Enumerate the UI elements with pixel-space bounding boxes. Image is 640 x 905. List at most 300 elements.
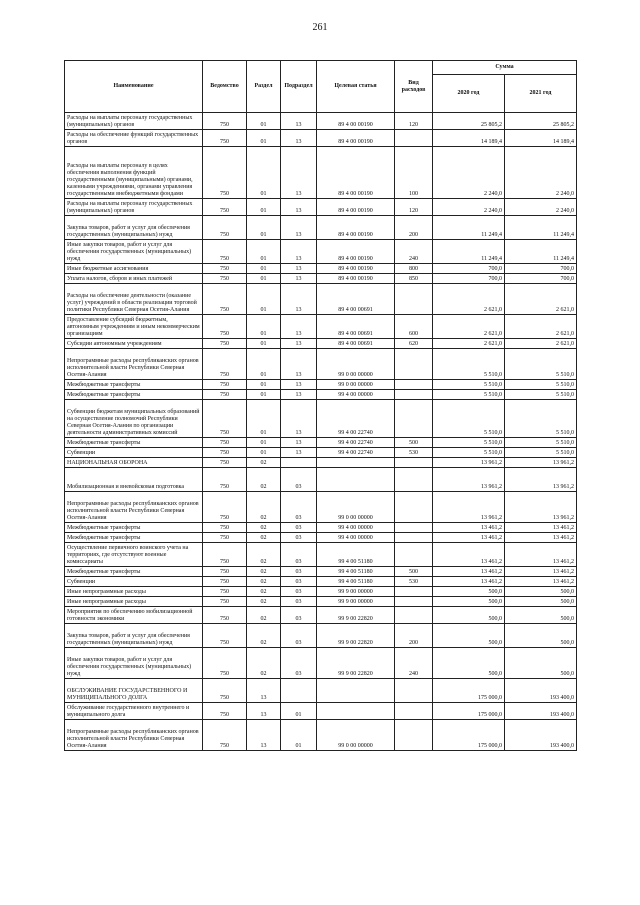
row-expense-type-cell: [395, 390, 433, 400]
row-name-cell: Непрограммные расходы республиканских органов исполнительной власти Республики Северная Осетия-Алания: [65, 720, 203, 751]
row-2021-amount-cell: 11 249,4: [505, 216, 577, 240]
row-department-cell: 750: [203, 607, 247, 624]
row-name-cell: Расходы на выплаты персоналу в целях обеспечения выполнения функций государственными (муниципальными) органами, казенными учреждениями, органами управления государственными внебюджетными фондами: [65, 147, 203, 199]
row-2021-amount-cell: 5 510,0: [505, 349, 577, 380]
row-2021-amount-cell: 193 400,0: [505, 720, 577, 751]
row-name-cell: Расходы на обеспечение деятельности (оказание услуг) учреждений в области реализации торговой политики Республики Северная Осетия-Алания: [65, 284, 203, 315]
table-row: [65, 468, 577, 492]
row-target-article-cell: 99 4 00 00000: [317, 523, 395, 533]
row-2020-amount-cell: 500,0: [433, 597, 505, 607]
row-target-article-cell: 99 0 00 00000: [317, 380, 395, 390]
row-target-article-cell: [317, 703, 395, 720]
header-target-article: Целевая статья: [317, 61, 395, 113]
row-department-cell: 750: [203, 274, 247, 284]
row-2021-amount-cell: 500,0: [505, 587, 577, 597]
row-expense-type-cell: 600: [395, 315, 433, 339]
row-department-cell: 750: [203, 438, 247, 448]
row-subsection-cell: 13: [281, 315, 317, 339]
table-row: [65, 597, 577, 607]
row-target-article-cell: 89 4 00 00691: [317, 284, 395, 315]
row-subsection-cell: 13: [281, 264, 317, 274]
row-section-cell: 02: [247, 543, 281, 567]
table-row: [65, 400, 577, 438]
row-subsection-cell: 13: [281, 349, 317, 380]
row-section-cell: 01: [247, 448, 281, 458]
row-expense-type-cell: 200: [395, 216, 433, 240]
row-name-cell: Обслуживание государственного внутреннего и муниципального долга: [65, 703, 203, 720]
row-subsection-cell: 13: [281, 438, 317, 448]
row-department-cell: 750: [203, 130, 247, 147]
row-department-cell: 750: [203, 315, 247, 339]
row-name-cell: Иные закупки товаров, работ и услуг для обеспечения государственных (муниципальных) нужд: [65, 648, 203, 679]
row-2020-amount-cell: 13 461,2: [433, 543, 505, 567]
row-subsection-cell: 03: [281, 523, 317, 533]
row-2021-amount-cell: 13 961,2: [505, 492, 577, 523]
row-name-cell: Межбюджетные трансферты: [65, 390, 203, 400]
row-department-cell: 750: [203, 264, 247, 274]
row-target-article-cell: 99 9 00 00000: [317, 597, 395, 607]
header-section: Раздел: [247, 61, 281, 113]
row-department-cell: 750: [203, 240, 247, 264]
row-section-cell: 02: [247, 624, 281, 648]
row-expense-type-cell: [395, 349, 433, 380]
row-subsection-cell: 13: [281, 390, 317, 400]
row-expense-type-cell: [395, 587, 433, 597]
row-expense-type-cell: [395, 284, 433, 315]
row-target-article-cell: 99 0 00 00000: [317, 720, 395, 751]
row-name-cell: Мобилизационная и вневойсковая подготовка: [65, 468, 203, 492]
row-2021-amount-cell: 13 461,2: [505, 577, 577, 587]
row-target-article-cell: 89 4 00 00190: [317, 147, 395, 199]
row-2021-amount-cell: 700,0: [505, 264, 577, 274]
row-department-cell: 750: [203, 458, 247, 468]
row-expense-type-cell: 850: [395, 274, 433, 284]
row-name-cell: Иные бюджетные ассигнования: [65, 264, 203, 274]
row-subsection-cell: 03: [281, 533, 317, 543]
row-2020-amount-cell: 11 249,4: [433, 240, 505, 264]
row-subsection-cell: 13: [281, 216, 317, 240]
table-row: [65, 274, 577, 284]
row-section-cell: 01: [247, 113, 281, 130]
row-2021-amount-cell: 500,0: [505, 624, 577, 648]
table-row: [65, 240, 577, 264]
row-expense-type-cell: 800: [395, 264, 433, 274]
row-subsection-cell: 03: [281, 607, 317, 624]
row-name-cell: Субвенции: [65, 577, 203, 587]
table-row: [65, 349, 577, 380]
row-subsection-cell: 03: [281, 468, 317, 492]
row-expense-type-cell: [395, 720, 433, 751]
row-target-article-cell: 99 0 00 00000: [317, 349, 395, 380]
row-name-cell: Иные непрограммные расходы: [65, 597, 203, 607]
row-section-cell: 01: [247, 390, 281, 400]
row-subsection-cell: 13: [281, 339, 317, 349]
header-department: Ведомство: [203, 61, 247, 113]
table-row: [65, 315, 577, 339]
row-target-article-cell: 99 9 00 22820: [317, 607, 395, 624]
row-2021-amount-cell: 11 249,4: [505, 240, 577, 264]
row-2021-amount-cell: 5 510,0: [505, 448, 577, 458]
row-2020-amount-cell: 500,0: [433, 607, 505, 624]
row-name-cell: Предоставление субсидий бюджетным, автономным учреждениям и иным некоммерческим организациям: [65, 315, 203, 339]
row-2021-amount-cell: 25 805,2: [505, 113, 577, 130]
row-section-cell: 01: [247, 130, 281, 147]
row-section-cell: 02: [247, 607, 281, 624]
table-row: [65, 147, 577, 199]
row-target-article-cell: 99 4 00 51180: [317, 577, 395, 587]
row-2021-amount-cell: 2 621,0: [505, 315, 577, 339]
row-2021-amount-cell: 500,0: [505, 607, 577, 624]
row-department-cell: 750: [203, 400, 247, 438]
row-2020-amount-cell: 13 961,2: [433, 468, 505, 492]
row-department-cell: 750: [203, 390, 247, 400]
row-expense-type-cell: [395, 533, 433, 543]
row-expense-type-cell: 530: [395, 577, 433, 587]
row-2021-amount-cell: 700,0: [505, 274, 577, 284]
table-row: [65, 679, 577, 703]
row-section-cell: 01: [247, 274, 281, 284]
table-row: [65, 492, 577, 523]
row-2021-amount-cell: 5 510,0: [505, 438, 577, 448]
row-section-cell: 13: [247, 720, 281, 751]
row-2020-amount-cell: 13 461,2: [433, 567, 505, 577]
row-2021-amount-cell: 5 510,0: [505, 380, 577, 390]
row-expense-type-cell: 200: [395, 624, 433, 648]
row-expense-type-cell: 100: [395, 147, 433, 199]
row-expense-type-cell: 530: [395, 448, 433, 458]
row-subsection-cell: 03: [281, 624, 317, 648]
row-expense-type-cell: [395, 458, 433, 468]
row-name-cell: Межбюджетные трансферты: [65, 380, 203, 390]
row-department-cell: 750: [203, 199, 247, 216]
header-subsection: Подраздел: [281, 61, 317, 113]
row-2020-amount-cell: 175 000,0: [433, 703, 505, 720]
table-row: [65, 703, 577, 720]
table-row: [65, 113, 577, 130]
row-department-cell: 750: [203, 648, 247, 679]
table-row: [65, 458, 577, 468]
row-department-cell: 750: [203, 349, 247, 380]
row-expense-type-cell: [395, 130, 433, 147]
row-expense-type-cell: [395, 543, 433, 567]
row-target-article-cell: [317, 679, 395, 703]
row-target-article-cell: 99 9 00 22820: [317, 624, 395, 648]
row-department-cell: 750: [203, 523, 247, 533]
row-subsection-cell: [281, 679, 317, 703]
row-2020-amount-cell: 500,0: [433, 624, 505, 648]
row-2020-amount-cell: 2 621,0: [433, 315, 505, 339]
row-target-article-cell: [317, 458, 395, 468]
table-row: [65, 533, 577, 543]
row-target-article-cell: 89 4 00 00190: [317, 113, 395, 130]
row-2020-amount-cell: 5 510,0: [433, 400, 505, 438]
row-expense-type-cell: 120: [395, 199, 433, 216]
row-section-cell: 01: [247, 284, 281, 315]
header-year-2021: 2021 год: [505, 75, 577, 113]
row-2021-amount-cell: 13 461,2: [505, 533, 577, 543]
row-subsection-cell: 01: [281, 720, 317, 751]
row-department-cell: 750: [203, 468, 247, 492]
row-target-article-cell: 89 4 00 00190: [317, 216, 395, 240]
row-2020-amount-cell: 5 510,0: [433, 448, 505, 458]
row-2021-amount-cell: 193 400,0: [505, 679, 577, 703]
row-name-cell: ОБСЛУЖИВАНИЕ ГОСУДАРСТВЕННОГО И МУНИЦИПАЛЬНОГО ДОЛГА: [65, 679, 203, 703]
row-2021-amount-cell: 2 240,0: [505, 199, 577, 216]
row-2020-amount-cell: 25 805,2: [433, 113, 505, 130]
table-row: [65, 624, 577, 648]
row-2020-amount-cell: 175 000,0: [433, 679, 505, 703]
row-2021-amount-cell: 500,0: [505, 648, 577, 679]
row-2020-amount-cell: 13 461,2: [433, 523, 505, 533]
row-2020-amount-cell: 175 000,0: [433, 720, 505, 751]
table-row: [65, 720, 577, 751]
row-expense-type-cell: [395, 492, 433, 523]
row-department-cell: 750: [203, 587, 247, 597]
row-target-article-cell: 99 4 00 22740: [317, 448, 395, 458]
table-row: [65, 648, 577, 679]
table-row: [65, 523, 577, 533]
row-expense-type-cell: [395, 400, 433, 438]
row-name-cell: Уплата налогов, сборов и иных платежей: [65, 274, 203, 284]
row-subsection-cell: 03: [281, 587, 317, 597]
row-expense-type-cell: 620: [395, 339, 433, 349]
row-subsection-cell: 13: [281, 130, 317, 147]
row-name-cell: Закупка товаров, работ и услуг для обеспечения государственных (муниципальных) нужд: [65, 624, 203, 648]
row-expense-type-cell: [395, 523, 433, 533]
row-section-cell: 01: [247, 216, 281, 240]
row-department-cell: 750: [203, 492, 247, 523]
row-section-cell: 02: [247, 597, 281, 607]
row-subsection-cell: 03: [281, 648, 317, 679]
table-row: [65, 339, 577, 349]
row-department-cell: 750: [203, 380, 247, 390]
row-department-cell: 750: [203, 448, 247, 458]
table-row: [65, 199, 577, 216]
row-section-cell: 02: [247, 523, 281, 533]
row-2020-amount-cell: 2 240,0: [433, 199, 505, 216]
row-2020-amount-cell: 13 461,2: [433, 533, 505, 543]
header-sum: Сумма: [433, 61, 577, 75]
row-target-article-cell: 89 4 00 00691: [317, 315, 395, 339]
table-row: [65, 216, 577, 240]
row-name-cell: Иные непрограммные расходы: [65, 587, 203, 597]
row-subsection-cell: 13: [281, 284, 317, 315]
row-2021-amount-cell: 13 461,2: [505, 543, 577, 567]
row-department-cell: 750: [203, 284, 247, 315]
row-subsection-cell: 03: [281, 597, 317, 607]
row-2021-amount-cell: 2 621,0: [505, 339, 577, 349]
row-name-cell: Расходы на выплаты персоналу государственных (муниципальных) органов: [65, 113, 203, 130]
header-year-2020: 2020 год: [433, 75, 505, 113]
row-name-cell: Непрограммные расходы республиканских органов исполнительной власти Республики Северная Осетия-Алания: [65, 349, 203, 380]
row-department-cell: 750: [203, 339, 247, 349]
row-expense-type-cell: [395, 468, 433, 492]
row-section-cell: 13: [247, 703, 281, 720]
row-department-cell: 750: [203, 624, 247, 648]
table-row: [65, 577, 577, 587]
row-target-article-cell: 99 4 00 00000: [317, 390, 395, 400]
row-name-cell: Иные закупки товаров, работ и услуг для обеспечения государственных (муниципальных) нужд: [65, 240, 203, 264]
row-2021-amount-cell: 2 240,0: [505, 147, 577, 199]
row-2021-amount-cell: 5 510,0: [505, 400, 577, 438]
row-2021-amount-cell: 5 510,0: [505, 390, 577, 400]
table-body: [65, 113, 577, 751]
row-target-article-cell: 99 4 00 22740: [317, 438, 395, 448]
table-row: [65, 567, 577, 577]
row-expense-type-cell: [395, 679, 433, 703]
row-2021-amount-cell: 13 461,2: [505, 567, 577, 577]
row-name-cell: Субвенции бюджетам муниципальных образований на осуществление полномочий Республики Северная Осетия-Алания по организации деятельности административных комиссий: [65, 400, 203, 438]
row-2020-amount-cell: 500,0: [433, 648, 505, 679]
row-target-article-cell: 89 4 00 00190: [317, 130, 395, 147]
row-2020-amount-cell: 500,0: [433, 587, 505, 597]
row-department-cell: 750: [203, 216, 247, 240]
row-department-cell: 750: [203, 597, 247, 607]
row-name-cell: Межбюджетные трансферты: [65, 567, 203, 577]
row-subsection-cell: [281, 458, 317, 468]
row-subsection-cell: 03: [281, 543, 317, 567]
row-name-cell: Межбюджетные трансферты: [65, 438, 203, 448]
row-2021-amount-cell: 13 961,2: [505, 468, 577, 492]
table-row: [65, 380, 577, 390]
row-name-cell: Расходы на выплаты персоналу государственных (муниципальных) органов: [65, 199, 203, 216]
row-target-article-cell: 99 9 00 22820: [317, 648, 395, 679]
row-section-cell: 01: [247, 240, 281, 264]
row-target-article-cell: 99 4 00 51180: [317, 567, 395, 577]
table-row: [65, 130, 577, 147]
table-row: [65, 607, 577, 624]
row-name-cell: Расходы на обеспечение функций государственных органов: [65, 130, 203, 147]
row-expense-type-cell: 500: [395, 438, 433, 448]
row-section-cell: 01: [247, 400, 281, 438]
row-subsection-cell: 03: [281, 492, 317, 523]
row-subsection-cell: 13: [281, 274, 317, 284]
row-2020-amount-cell: 13 961,2: [433, 492, 505, 523]
row-subsection-cell: 01: [281, 703, 317, 720]
table-row: [65, 284, 577, 315]
row-name-cell: Закупка товаров, работ и услуг для обеспечения государственных (муниципальных) нужд: [65, 216, 203, 240]
row-section-cell: 02: [247, 533, 281, 543]
row-2020-amount-cell: 2 621,0: [433, 284, 505, 315]
row-2021-amount-cell: 193 400,0: [505, 703, 577, 720]
row-subsection-cell: 13: [281, 199, 317, 216]
row-2021-amount-cell: 500,0: [505, 597, 577, 607]
row-expense-type-cell: [395, 597, 433, 607]
row-department-cell: 750: [203, 113, 247, 130]
row-target-article-cell: 89 4 00 00190: [317, 199, 395, 216]
page-number: 261: [312, 22, 328, 33]
row-department-cell: 750: [203, 720, 247, 751]
row-subsection-cell: 13: [281, 147, 317, 199]
header-expense-type: Вид расходов: [395, 61, 433, 113]
row-subsection-cell: 03: [281, 577, 317, 587]
row-2021-amount-cell: 13 961,2: [505, 458, 577, 468]
row-2020-amount-cell: 13 461,2: [433, 577, 505, 587]
row-2020-amount-cell: 700,0: [433, 264, 505, 274]
row-department-cell: 750: [203, 703, 247, 720]
row-2020-amount-cell: 11 249,4: [433, 216, 505, 240]
row-2020-amount-cell: 14 189,4: [433, 130, 505, 147]
row-section-cell: 02: [247, 587, 281, 597]
row-expense-type-cell: 120: [395, 113, 433, 130]
row-2021-amount-cell: 14 189,4: [505, 130, 577, 147]
row-target-article-cell: 99 9 00 00000: [317, 587, 395, 597]
row-section-cell: 01: [247, 438, 281, 448]
row-expense-type-cell: 240: [395, 648, 433, 679]
row-section-cell: 01: [247, 199, 281, 216]
row-department-cell: 750: [203, 679, 247, 703]
row-2020-amount-cell: 5 510,0: [433, 380, 505, 390]
row-section-cell: 01: [247, 264, 281, 274]
row-department-cell: 750: [203, 577, 247, 587]
row-section-cell: 01: [247, 349, 281, 380]
row-section-cell: 01: [247, 315, 281, 339]
row-section-cell: 01: [247, 339, 281, 349]
row-2020-amount-cell: 5 510,0: [433, 438, 505, 448]
row-name-cell: НАЦИОНАЛЬНАЯ ОБОРОНА: [65, 458, 203, 468]
row-name-cell: Межбюджетные трансферты: [65, 523, 203, 533]
row-section-cell: 02: [247, 468, 281, 492]
row-section-cell: 02: [247, 492, 281, 523]
table-row: [65, 543, 577, 567]
row-name-cell: Субвенции: [65, 448, 203, 458]
table-row: [65, 264, 577, 274]
row-name-cell: Мероприятия по обеспечению мобилизационной готовности экономики: [65, 607, 203, 624]
table-row: [65, 390, 577, 400]
header-name: Наименование: [65, 61, 203, 113]
row-name-cell: Осуществление первичного воинского учета на территориях, где отсутствуют военные комиссариаты: [65, 543, 203, 567]
row-section-cell: 02: [247, 567, 281, 577]
row-target-article-cell: 89 4 00 00190: [317, 264, 395, 274]
table-row: [65, 587, 577, 597]
row-2020-amount-cell: 700,0: [433, 274, 505, 284]
row-subsection-cell: 13: [281, 113, 317, 130]
row-subsection-cell: 13: [281, 380, 317, 390]
row-name-cell: Субсидии автономным учреждениям: [65, 339, 203, 349]
row-department-cell: 750: [203, 567, 247, 577]
row-subsection-cell: 13: [281, 240, 317, 264]
row-name-cell: Непрограммные расходы республиканских органов исполнительной власти Республики Северная Осетия-Алания: [65, 492, 203, 523]
row-section-cell: 02: [247, 577, 281, 587]
row-expense-type-cell: 240: [395, 240, 433, 264]
row-subsection-cell: 13: [281, 448, 317, 458]
row-expense-type-cell: [395, 607, 433, 624]
row-section-cell: 02: [247, 458, 281, 468]
row-2020-amount-cell: 2 240,0: [433, 147, 505, 199]
row-2021-amount-cell: 2 621,0: [505, 284, 577, 315]
row-department-cell: 750: [203, 147, 247, 199]
row-2020-amount-cell: 5 510,0: [433, 390, 505, 400]
budget-table: [64, 60, 577, 751]
row-2021-amount-cell: 13 461,2: [505, 523, 577, 533]
row-section-cell: 01: [247, 147, 281, 199]
row-target-article-cell: 89 4 00 00190: [317, 240, 395, 264]
row-target-article-cell: 89 4 00 00190: [317, 274, 395, 284]
table-row: [65, 448, 577, 458]
row-section-cell: 01: [247, 380, 281, 390]
row-subsection-cell: 03: [281, 567, 317, 577]
row-expense-type-cell: 500: [395, 567, 433, 577]
row-2020-amount-cell: 5 510,0: [433, 349, 505, 380]
row-2020-amount-cell: 13 961,2: [433, 458, 505, 468]
table-row: [65, 438, 577, 448]
row-target-article-cell: 99 4 00 00000: [317, 533, 395, 543]
row-target-article-cell: 99 4 00 51180: [317, 543, 395, 567]
row-target-article-cell: 99 4 00 22740: [317, 400, 395, 438]
row-section-cell: 13: [247, 679, 281, 703]
row-section-cell: 02: [247, 648, 281, 679]
row-department-cell: 750: [203, 533, 247, 543]
